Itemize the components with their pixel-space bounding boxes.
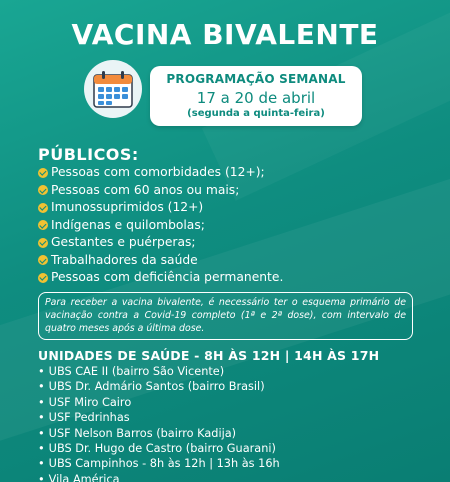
check-icon <box>38 168 48 178</box>
list-item: • USF Miro Cairo <box>38 395 280 410</box>
publicos-list <box>38 164 283 287</box>
page-title: VACINA BIVALENTE <box>71 18 379 51</box>
list-item-label: Indígenas e quilombolas; <box>51 217 205 232</box>
list-item <box>38 217 283 235</box>
list-item-label: Imunossuprimidos (12+) <box>51 200 204 214</box>
list-item-label: Pessoas com deficiência permanente. <box>51 270 284 284</box>
check-icon <box>38 238 48 248</box>
list-item: • USF Nelson Barros (bairro Kadija) <box>38 426 280 441</box>
check-icon <box>38 203 48 213</box>
requirement-note: Para receber a vacina bivalente, é necessário ter o esquema primário de vacinação contra a Covid-19 completo (1ª e 2ª dose), com intervalo de quatro meses após a última dose. <box>38 292 413 340</box>
calendar-badge <box>84 60 142 118</box>
calendar-icon <box>93 70 133 108</box>
list-item-label: Pessoas com comorbidades (12+); <box>51 165 265 179</box>
list-item: • Vila América <box>38 472 280 482</box>
list-item: • UBS Campinhos - 8h às 12h | 13h às 16h <box>38 456 280 471</box>
list-item: • UBS CAE II (bairro São Vicente) <box>38 364 280 379</box>
list-item-label: Gestantes e puérperas; <box>51 235 196 249</box>
programacao-title: PROGRAMAÇÃO SEMANAL <box>166 72 346 86</box>
unidades-title: UNIDADES DE SAÚDE - 8H ÀS 12H | 14H ÀS 17H <box>38 348 380 363</box>
list-item <box>38 182 283 200</box>
list-item <box>38 269 283 287</box>
list-item-label: Pessoas com 60 anos ou mais; <box>51 182 240 197</box>
programacao-days: (segunda a quinta-feira) <box>187 108 325 119</box>
check-icon <box>38 255 48 265</box>
list-item: • UBS Dr. Hugo de Castro (bairro Guarani) <box>38 441 280 456</box>
check-icon <box>38 185 48 195</box>
list-item: • USF Pedrinhas <box>38 410 280 425</box>
list-item: • UBS Dr. Admário Santos (bairro Brasil) <box>38 379 280 394</box>
list-item <box>38 199 283 217</box>
check-icon <box>38 220 48 230</box>
publicos-title: PÚBLICOS: <box>38 145 139 164</box>
programacao-card <box>150 66 362 126</box>
unidades-list <box>38 364 280 482</box>
list-item <box>38 234 283 252</box>
list-item-label: Trabalhadores da saúde <box>51 252 198 267</box>
list-item <box>38 252 283 270</box>
programacao-dates: 17 a 20 de abril <box>196 89 316 107</box>
list-item <box>38 164 283 182</box>
check-icon <box>38 273 48 283</box>
